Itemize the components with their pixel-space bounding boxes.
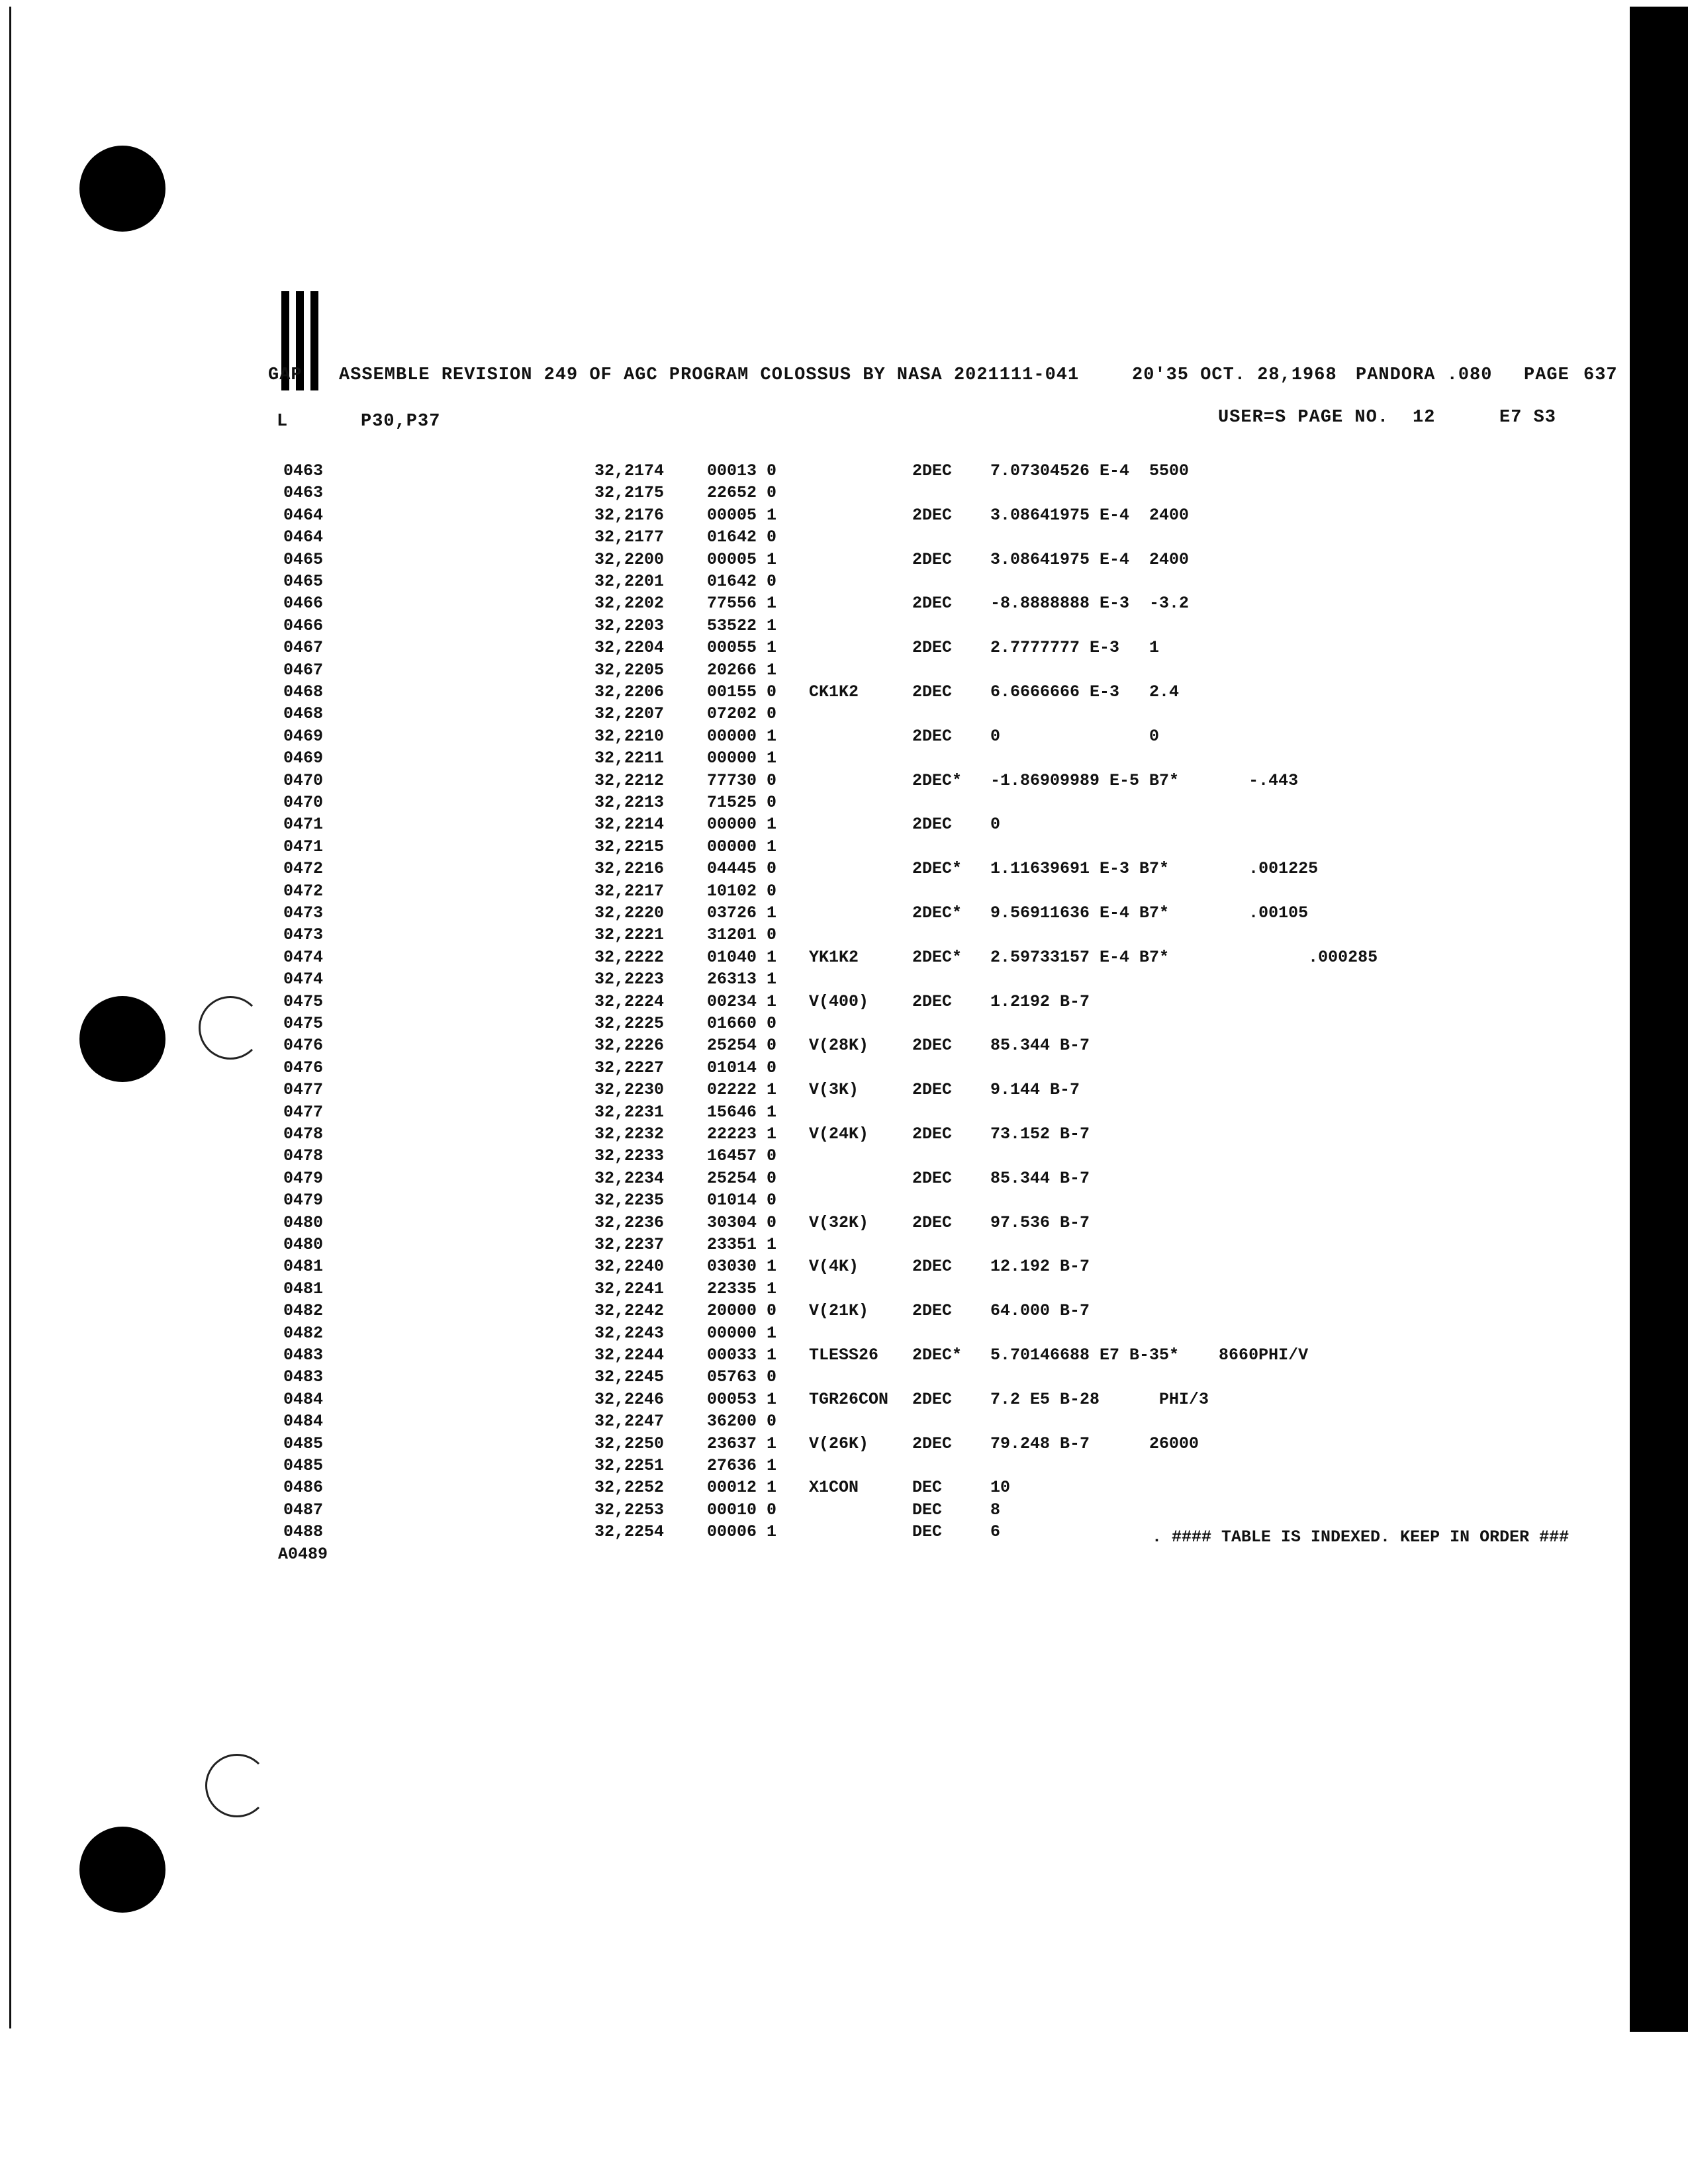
address: 32,2225 [594,1014,665,1033]
address: 32,2235 [594,1191,665,1210]
address: 32,2252 [594,1478,665,1498]
symbol-label: YK1K2 [809,947,859,967]
octal-word: 00006 1 [707,1522,777,1542]
operand: 9.144 B-7 [990,1080,1080,1100]
octal-word: 00033 1 [707,1345,777,1365]
address: 32,2175 [594,483,665,503]
line-number: 0473 [283,903,324,923]
octal-word: 01642 0 [707,527,777,547]
address: 32,2222 [594,947,665,967]
octal-word: 01642 0 [707,572,777,591]
address: 32,2177 [594,527,665,547]
header-mark: GAP [268,365,303,385]
octal-word: 02222 1 [707,1080,777,1100]
address: 32,2240 [594,1257,665,1277]
address: 32,2217 [594,881,665,901]
octal-word: 00234 1 [707,991,777,1011]
address: 32,2242 [594,1301,665,1321]
symbol-label: TLESS26 [809,1345,879,1365]
line-number: 0475 [283,991,324,1011]
line-number: 0488 [283,1522,324,1542]
opcode: 2DEC* [912,859,962,879]
octal-word: 25254 0 [707,1036,777,1056]
octal-word: 23351 1 [707,1235,777,1254]
line-number: 0478 [283,1146,324,1166]
operand: 7.07304526 E-4 5500 [990,461,1190,480]
operand: 73.152 B-7 [990,1124,1090,1144]
line-number: 0479 [283,1191,324,1210]
punch-hole-outline [199,996,262,1060]
line-number: 0465 [283,549,324,569]
opcode: 2DEC [912,1212,953,1232]
punch-hole [79,996,165,1082]
octal-word: 00000 1 [707,837,777,856]
line-number: 0465 [283,572,324,591]
opcode: 2DEC [912,594,953,614]
address: 32,2232 [594,1124,665,1144]
octal-word: 71525 0 [707,793,777,812]
operand: 1.11639691 E-3 B7* .001225 [990,859,1319,879]
line-number: 0466 [283,594,324,614]
header-page-label: PAGE [1524,365,1570,385]
address: 32,2224 [594,991,665,1011]
octal-word: 30304 0 [707,1212,777,1232]
address: 32,2251 [594,1456,665,1475]
subheader-left-code: L [277,412,289,432]
line-number: 0472 [283,859,324,879]
operand: 5.70146688 E7 B-35* 8660PHI/V [990,1345,1309,1365]
octal-word: 00013 0 [707,461,777,480]
line-number: 0480 [283,1212,324,1232]
opcode: 2DEC [912,1433,953,1453]
address: 32,2207 [594,704,665,724]
subheader-right-code: E7 S3 [1499,408,1557,428]
operand: 12.192 B-7 [990,1257,1090,1277]
opcode: 2DEC [912,461,953,480]
opcode: 2DEC [912,549,953,569]
line-number: 0484 [283,1412,324,1432]
line-number: 0482 [283,1301,324,1321]
address: 32,2244 [594,1345,665,1365]
octal-word: 00000 1 [707,815,777,835]
header-page-number: 637 [1583,365,1618,385]
punch-hole-outline [205,1754,269,1817]
opcode: 2DEC [912,991,953,1011]
address: 32,2210 [594,726,665,746]
octal-word: 77556 1 [707,594,777,614]
octal-word: 00055 1 [707,638,777,658]
address: 32,2203 [594,615,665,635]
table-footnote: . #### TABLE IS INDEXED. KEEP IN ORDER ### [1152,1527,1570,1547]
address: 32,2236 [594,1212,665,1232]
opcode: 2DEC* [912,947,962,967]
address: 32,2216 [594,859,665,879]
octal-word: 01014 0 [707,1191,777,1210]
symbol-label: V(28K) [809,1036,869,1056]
line-number: 0485 [283,1433,324,1453]
opcode: 2DEC [912,1124,953,1144]
punch-hole [79,1827,165,1913]
scan-border [1630,7,1688,2032]
line-number: 0474 [283,947,324,967]
line-number: 0478 [283,1124,324,1144]
symbol-label: CK1K2 [809,682,859,702]
octal-word: 01040 1 [707,947,777,967]
operand: -8.8888888 E-3 -3.2 [990,594,1190,614]
address: 32,2243 [594,1323,665,1343]
address: 32,2205 [594,660,665,680]
octal-word: 23637 1 [707,1433,777,1453]
octal-word: 00005 1 [707,549,777,569]
line-number: 0464 [283,505,324,525]
address: 32,2247 [594,1412,665,1432]
operand: 3.08641975 E-4 2400 [990,549,1190,569]
octal-word: 10102 0 [707,881,777,901]
operand: 7.2 E5 B-28 PHI/3 [990,1389,1209,1409]
opcode: 2DEC* [912,770,962,790]
address: 32,2204 [594,638,665,658]
line-number: 0473 [283,925,324,945]
operand: 10 [990,1478,1011,1498]
address: 32,2200 [594,549,665,569]
line-number: 0475 [283,1014,324,1033]
opcode: 2DEC [912,1168,953,1188]
user-page-label: USER=S PAGE NO. [1218,408,1389,428]
line-number: 0479 [283,1168,324,1188]
octal-word: 00000 1 [707,1323,777,1343]
octal-word: 03726 1 [707,903,777,923]
opcode: 2DEC [912,505,953,525]
symbol-label: V(24K) [809,1124,869,1144]
operand: 79.248 B-7 26000 [990,1433,1199,1453]
punch-hole [79,146,165,232]
line-number: 0483 [283,1345,324,1365]
octal-word: 07202 0 [707,704,777,724]
line-number: 0472 [283,881,324,901]
line-number: 0463 [283,461,324,480]
operand: 9.56911636 E-4 B7* .00105 [990,903,1309,923]
end-line-number: A0489 [278,1544,328,1564]
operand: 0 0 [990,726,1160,746]
octal-word: 77730 0 [707,770,777,790]
octal-word: 00012 1 [707,1478,777,1498]
line-number: 0485 [283,1456,324,1475]
address: 32,2227 [594,1058,665,1077]
address: 32,2214 [594,815,665,835]
opcode: 2DEC [912,1257,953,1277]
line-number: 0470 [283,793,324,812]
address: 32,2201 [594,572,665,591]
address: 32,2221 [594,925,665,945]
operand: 64.000 B-7 [990,1301,1090,1321]
octal-word: 25254 0 [707,1168,777,1188]
operand: 3.08641975 E-4 2400 [990,505,1190,525]
octal-word: 20266 1 [707,660,777,680]
line-number: 0480 [283,1235,324,1254]
octal-word: 03030 1 [707,1257,777,1277]
opcode: 2DEC [912,1301,953,1321]
line-number: 0471 [283,815,324,835]
address: 32,2234 [594,1168,665,1188]
symbol-label: V(26K) [809,1433,869,1453]
address: 32,2176 [594,505,665,525]
operand: 85.344 B-7 [990,1036,1090,1056]
octal-word: 00155 0 [707,682,777,702]
address: 32,2253 [594,1500,665,1520]
symbol-label: V(32K) [809,1212,869,1232]
line-number: 0477 [283,1102,324,1122]
opcode: 2DEC [912,1080,953,1100]
operand: 2.7777777 E-3 1 [990,638,1160,658]
operand: 2.59733157 E-4 B7* .000285 [990,947,1378,967]
line-number: 0477 [283,1080,324,1100]
octal-word: 00010 0 [707,1500,777,1520]
octal-word: 22652 0 [707,483,777,503]
symbol-label: X1CON [809,1478,859,1498]
operand: -1.86909989 E-5 B7* -.443 [990,770,1299,790]
line-number: 0481 [283,1279,324,1298]
line-number: 0464 [283,527,324,547]
operand: 6 [990,1522,1001,1542]
operand: 85.344 B-7 [990,1168,1090,1188]
octal-word: 22223 1 [707,1124,777,1144]
line-number: 0484 [283,1389,324,1409]
opcode: 2DEC [912,1389,953,1409]
octal-word: 01014 0 [707,1058,777,1077]
opcode: 2DEC [912,638,953,658]
symbol-label: V(3K) [809,1080,859,1100]
octal-word: 26313 1 [707,970,777,989]
user-page-number: 12 [1413,408,1436,428]
operand: 0 [990,815,1001,835]
octal-word: 00005 1 [707,505,777,525]
line-number: 0467 [283,638,324,658]
opcode: DEC [912,1500,943,1520]
opcode: 2DEC* [912,1345,962,1365]
octal-word: 05763 0 [707,1367,777,1387]
address: 32,2206 [594,682,665,702]
line-number: 0476 [283,1058,324,1077]
line-number: 0463 [283,483,324,503]
operand: 8 [990,1500,1001,1520]
opcode: 2DEC [912,815,953,835]
subheader-programs: P30,P37 [361,412,441,432]
line-number: 0481 [283,1257,324,1277]
header-timestamp: 20'35 OCT. 28,1968 [1132,365,1337,385]
line-number: 0469 [283,749,324,768]
line-number: 0466 [283,615,324,635]
address: 32,2174 [594,461,665,480]
address: 32,2250 [594,1433,665,1453]
header-system: PANDORA .080 [1356,365,1493,385]
symbol-label: TGR26CON [809,1389,889,1409]
octal-word: 04445 0 [707,859,777,879]
octal-word: 16457 0 [707,1146,777,1166]
opcode: 2DEC* [912,903,962,923]
opcode: 2DEC [912,726,953,746]
page-title: ASSEMBLE REVISION 249 OF AGC PROGRAM COLOSSUS BY NASA 2021111-041 [339,365,1080,385]
operand: 97.536 B-7 [990,1212,1090,1232]
octal-word: 53522 1 [707,615,777,635]
symbol-label: V(4K) [809,1257,859,1277]
octal-word: 22335 1 [707,1279,777,1298]
line-number: 0468 [283,704,324,724]
line-number: 0469 [283,726,324,746]
octal-word: 00053 1 [707,1389,777,1409]
line-number: 0467 [283,660,324,680]
address: 32,2213 [594,793,665,812]
address: 32,2246 [594,1389,665,1409]
address: 32,2230 [594,1080,665,1100]
symbol-label: V(21K) [809,1301,869,1321]
address: 32,2215 [594,837,665,856]
opcode: DEC [912,1478,943,1498]
line-number: 0471 [283,837,324,856]
octal-word: 20000 0 [707,1301,777,1321]
octal-word: 15646 1 [707,1102,777,1122]
octal-word: 00000 1 [707,749,777,768]
line-number: 0487 [283,1500,324,1520]
operand: 6.6666666 E-3 2.4 [990,682,1180,702]
address: 32,2233 [594,1146,665,1166]
address: 32,2211 [594,749,665,768]
line-number: 0474 [283,970,324,989]
address: 32,2223 [594,970,665,989]
line-number: 0482 [283,1323,324,1343]
line-number: 0483 [283,1367,324,1387]
symbol-label: V(400) [809,991,869,1011]
octal-word: 01660 0 [707,1014,777,1033]
opcode: 2DEC [912,682,953,702]
operand: 1.2192 B-7 [990,991,1090,1011]
line-number: 0476 [283,1036,324,1056]
line-number: 0470 [283,770,324,790]
address: 32,2231 [594,1102,665,1122]
address: 32,2220 [594,903,665,923]
octal-word: 00000 1 [707,726,777,746]
address: 32,2241 [594,1279,665,1298]
address: 32,2237 [594,1235,665,1254]
address: 32,2212 [594,770,665,790]
opcode: 2DEC [912,1036,953,1056]
octal-word: 36200 0 [707,1412,777,1432]
opcode: DEC [912,1522,943,1542]
line-number: 0486 [283,1478,324,1498]
octal-word: 27636 1 [707,1456,777,1475]
octal-word: 31201 0 [707,925,777,945]
address: 32,2245 [594,1367,665,1387]
address: 32,2254 [594,1522,665,1542]
address: 32,2202 [594,594,665,614]
address: 32,2226 [594,1036,665,1056]
line-number: 0468 [283,682,324,702]
